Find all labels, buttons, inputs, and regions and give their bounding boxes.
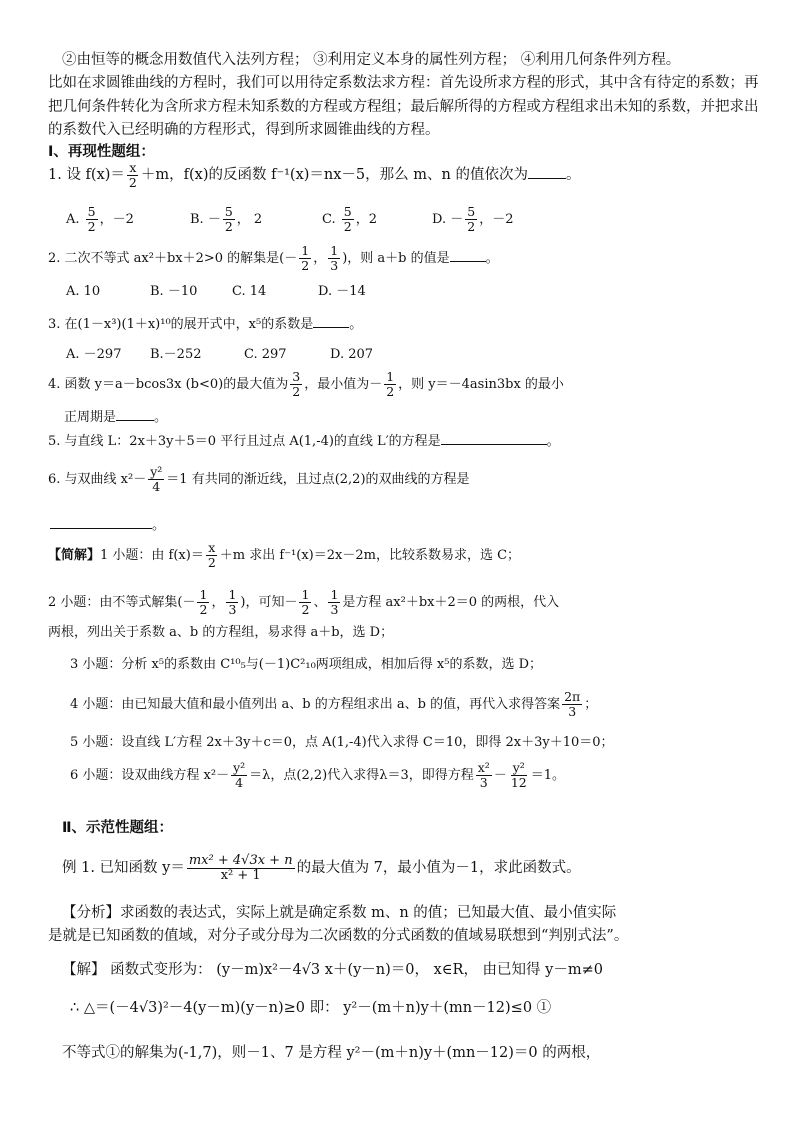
solve-line-2: ∴ △＝(－4√3)²－4(y－m)(y－n)≥0 即： y²－(m＋n)y＋(mn－12)≤0 ①: [70, 1000, 552, 1016]
solution-6: 6 小题：设双曲线方程 x²－ $\frac{\text{y²}}{4}$ ＝λ，点(2,2)代入求得λ＝3，即得方程 $\frac{\text{x²}}{3}$ － $\frac{\text{y²}}{12}$ ＝1。: [70, 760, 566, 790]
intro-line-4: 的系数代入已经明确的方程形式，得到所求圆锥曲线的方程。: [48, 122, 440, 138]
section-title-2: Ⅱ、示范性题组：: [62, 820, 174, 836]
analysis-line-2: 是就是已知函数的值域，对分子或分母为二次函数的分式函数的值域易联想到“判别式法”。: [48, 928, 629, 944]
question-4: 4. 函数 y＝a－bcos3x (b<0)的最大值为 $\frac{3}{2}$ ，最小值为－ $\frac{1}{2}$ ，则 y＝－4asin3bx 的最小: [48, 369, 564, 399]
intro-line-3: 把几何条件转化为含所求方程未知系数的方程或方程组；最后解所得的方程或方程组求出未知的系数，并把求出: [48, 99, 759, 115]
q2-option-c: C. 14: [232, 284, 267, 299]
q1-option-c: C. $\frac{5}{2}$ ，2: [322, 204, 377, 234]
question-4-line-2: 正周期是 。: [64, 410, 168, 425]
q1-text: 1. 设 f(x)＝: [48, 167, 125, 183]
q2-answer-blank: [450, 249, 486, 262]
q1-option-b: B. － $\frac{5}{2}$ ， 2: [190, 204, 263, 234]
q6-answer-blank: [50, 516, 152, 529]
intro-line-1: ②由恒等的概念用数值代入法列方程； ③利用定义本身的属性列方程； ④利用几何条件列方程。: [62, 52, 681, 68]
q3-option-a: A. －297: [66, 347, 122, 362]
example-1-fraction: $\frac{\text{mx² + 4√3x + n}}{\text{x² + 1}}$: [188, 852, 293, 883]
section-title-1: Ⅰ、再现性题组：: [48, 144, 155, 160]
question-6-line-2: 。: [50, 516, 165, 536]
q3-answer-blank: [313, 315, 349, 328]
question-2: 2. 二次不等式 ax²＋bx＋2>0 的解集是(－ $\frac{1}{2}$ ， $\frac{1}{3}$ )，则 a＋b 的值是 。: [48, 243, 499, 273]
q1-fraction: $\frac{x}{2}$: [128, 159, 137, 190]
question-1: 1. 设 f(x)＝ $\frac{x}{2}$ ＋m，f(x)的反函数 f⁻¹(x)＝nx－5，那么 m、n 的值依次为 。: [48, 159, 581, 190]
q4-answer-blank: [116, 408, 154, 421]
solution-3: 3 小题：分析 x⁵的系数由 C¹⁰₅与(－1)C²₁₀两项组成，相加后得 x⁵的系数，选 D；: [70, 657, 543, 672]
solution-4: 4 小题：由已知最大值和最小值列出 a、b 的方程组求出 a、b 的值，再代入求得答案 $\frac{2\pi}{3}$ ；: [70, 689, 598, 719]
solve-line-1: 【解】 函数式变形为： (y－m)x²－4√3 x＋(y－n)＝0， x∈R， 由已知得 y－m≠0: [62, 962, 603, 978]
solution-5: 5 小题：设直线 L′方程 2x＋3y＋c＝0，点 A(1,-4)代入求得 C＝10，即得 2x＋3y＋10＝0；: [70, 735, 614, 750]
solution-2: 2 小题：由不等式解集(－ $\frac{1}{2}$ ， $\frac{1}{3}$ )，可知－ $\frac{1}{2}$ 、 $\frac{1}{3}$ 是方程 ax²＋bx＋2＝0 的两根，代入: [48, 587, 560, 617]
question-5: 5. 与直线 L：2x＋3y＋5＝0 平行且过点 A(1,-4)的直线 L′的方程是 。: [48, 434, 560, 449]
question-3: 3. 在(1－x³)(1＋x)¹⁰的展开式中，x⁵的系数是 。: [48, 317, 363, 332]
intro-line-2: 比如在求圆锥曲线的方程时，我们可以用待定系数法求方程：首先设所求方程的形式，其中含有待定的系数；再: [48, 75, 759, 91]
solution-2-line-2: 两根，列出关于系数 a、b 的方程组，易求得 a＋b，选 D；: [48, 625, 394, 640]
example-1: 例 1. 已知函数 y＝ $\frac{\text{mx² + 4√3x + n}}{\text{x² + 1}}$ 的最大值为 7，最小值为－1，求此函数式。: [62, 852, 581, 883]
analysis-line-1: 【分析】求函数的表达式，实际上就是确定系数 m、n 的值；已知最大值、最小值实际: [62, 905, 617, 921]
question-6: 6. 与双曲线 x²－ $\frac{\text{y²}}{4}$ ＝1 有共同的渐近线，且过点(2,2)的双曲线的方程是: [48, 464, 470, 494]
q5-answer-blank: [441, 432, 547, 445]
solution-1: 【简解】1 小题：由 f(x)＝ $\frac{x}{2}$ ＋m 求出 f⁻¹(x)＝2x－2m，比较系数易求，选 C；: [48, 540, 521, 570]
q2-option-d: D. －14: [318, 284, 366, 299]
solve-line-3: 不等式①的解集为(-1,7)，则－1、7 是方程 y²－(m＋n)y＋(mn－12)＝0 的两根，: [62, 1045, 601, 1061]
q3-option-d: D. 207: [330, 347, 374, 362]
q1-option-d: D. － $\frac{5}{2}$ ，－2: [432, 204, 514, 234]
q1-answer-blank: [528, 166, 566, 179]
q2-option-a: A. 10: [66, 284, 101, 299]
q3-option-c: C. 297: [244, 347, 287, 362]
q1-option-a: A. $\frac{5}{2}$ ，－2: [66, 204, 134, 234]
q2-option-b: B. －10: [150, 284, 198, 299]
q3-option-b: B.－252: [150, 347, 202, 362]
q1-text-post: ＋m，f(x)的反函数 f⁻¹(x)＝nx－5，那么 m、n 的值依次为: [140, 167, 528, 183]
